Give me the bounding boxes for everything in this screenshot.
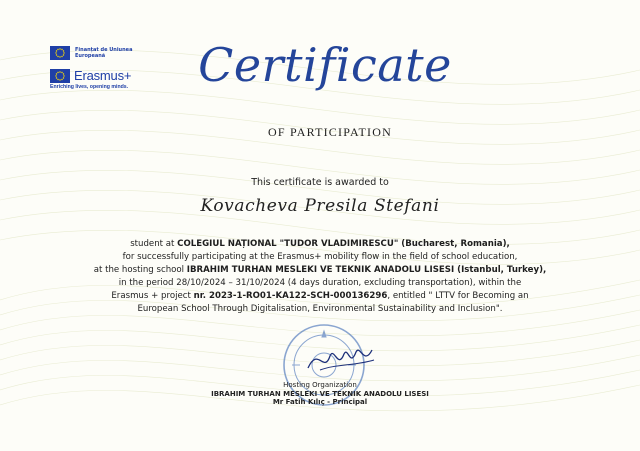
eu-funded-text: Finanțat de Uniunea Europeană xyxy=(75,47,133,59)
certificate-body xyxy=(60,238,580,316)
erasmus-brand: Erasmus+ xyxy=(74,68,132,83)
erasmus-tagline: Enriching lives, opening minds. xyxy=(50,84,129,90)
host-school-name: IBRAHIM TURHAN MESLEKI VE TEKNIK ANADOLU LISESI xyxy=(186,265,455,275)
hosting-label: Hosting Organization xyxy=(283,381,357,389)
body-line-3: at the hosting school IBRAHIM TURHAN MESLEKI VE TEKNIK ANADOLU LISESI (Istanbul, Turkey), xyxy=(93,265,547,275)
school-name: COLEGIUL NAȚIONAL "TUDOR VLADIMIRESCU" xyxy=(177,239,399,249)
body-line-5: Erasmus + project nr. 2023-1-RO01-KA122-SCH-000136296, entitled " LTTV for Becoming an xyxy=(111,291,529,301)
logo-block xyxy=(50,46,160,90)
certificate-title: Certificate xyxy=(198,38,452,92)
signatory-name: Mr Fatih Kılıç - Principal xyxy=(272,398,368,406)
project-number: nr. 2023-1-RO01-KA122-SCH-000136296 xyxy=(193,291,388,301)
signature-block xyxy=(170,381,470,407)
eu-funded-logo xyxy=(50,46,160,60)
awarded-line: This certificate is awarded to xyxy=(251,177,389,188)
body-line-6: European School Through Digitalisation, Environmental Sustainability and Inclusion". xyxy=(137,304,503,314)
body-line-2: for successfully participating at the Erasmus+ mobility flow in the field of school education, xyxy=(122,252,518,262)
eu-flag-icon xyxy=(50,69,70,83)
erasmus-logo xyxy=(50,68,160,83)
hosting-org-name: IBRAHIM TURHAN MESLEKI VE TEKNIK ANADOLU LISESI xyxy=(211,389,429,398)
certificate-subtitle: OF PARTICIPATION xyxy=(268,125,392,139)
body-line-4: in the period 28/10/2024 – 31/10/2024 (4 days duration, excluding transportation), within the xyxy=(118,278,522,288)
recipient-name: Kovacheva Presila Stefani xyxy=(200,196,440,216)
eu-flag-icon xyxy=(50,46,70,60)
principal-signature xyxy=(300,340,380,380)
body-line-1: student at COLEGIUL NAȚIONAL "TUDOR VLADIMIRESCU" (Bucharest, Romania), xyxy=(130,239,510,249)
